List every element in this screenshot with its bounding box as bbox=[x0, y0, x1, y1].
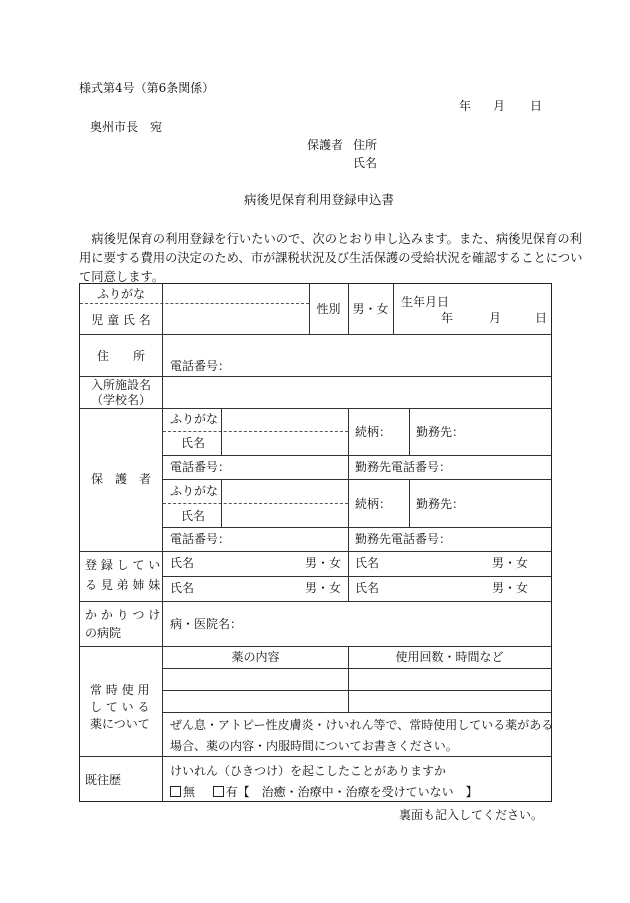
siblings-label-line2: る 見 弟 姉 妹 bbox=[85, 578, 161, 592]
intro-paragraph bbox=[79, 230, 583, 287]
guardian1-workplace-label: 勤務先： bbox=[416, 425, 465, 439]
page-title: 病後児保育利用登録申込書 bbox=[244, 192, 395, 207]
furigana-label: ふりがな bbox=[96, 287, 145, 301]
checkbox-yes[interactable] bbox=[213, 786, 224, 797]
sibling2-gender[interactable]: 男・女 bbox=[492, 556, 529, 570]
registration-form-table bbox=[79, 283, 552, 802]
history-question: けいれん（ひきつけ）を起こしたことがありますか bbox=[170, 764, 447, 778]
guardian2-relation-label: 続柄： bbox=[355, 497, 392, 511]
guardian1-relation-label: 続柄： bbox=[355, 425, 392, 439]
intro-line-2: 用に要する費用の決定のため、市が課税状況及び生活保護の受給状況を確認することについ bbox=[79, 251, 583, 265]
hospital-label-line1: か か り つ け bbox=[85, 608, 161, 622]
guardian-section-label: 保 護 者 bbox=[90, 472, 151, 486]
school-label: （学校名） bbox=[90, 393, 151, 407]
guardian1-name-label: 氏名 bbox=[181, 436, 206, 450]
medicine-label-line1: 常 時 使 用 bbox=[90, 683, 150, 697]
sibling2-name-label: 氏名 bbox=[355, 556, 380, 570]
date-year: 年 bbox=[459, 99, 472, 113]
hospital-name-label: 病・医院名： bbox=[170, 617, 243, 631]
guardian1-phone-label: 電話番号： bbox=[170, 460, 231, 474]
addressee: 奥州市長 宛 bbox=[90, 120, 163, 134]
date-month: 月 bbox=[493, 99, 506, 113]
guardian2-work-phone-label: 勤務先電話番号： bbox=[355, 532, 452, 546]
facility-label: 入所施設名 bbox=[90, 378, 151, 392]
option-none-label: 無 bbox=[183, 785, 196, 799]
address-label: 住 所 bbox=[96, 349, 145, 363]
intro-line-3: て同意します。 bbox=[79, 270, 165, 284]
birth-year: 年 bbox=[441, 311, 454, 325]
child-phone-label: 電話番号： bbox=[170, 359, 231, 373]
birth-month: 月 bbox=[489, 311, 502, 325]
medicine-label-line2: し て い る bbox=[90, 700, 150, 714]
date-day: 日 bbox=[530, 99, 543, 113]
medicine-usage-header: 使用回数・時間など bbox=[395, 650, 504, 664]
guardian1-work-phone-label: 勤務先電話番号： bbox=[355, 460, 452, 474]
sibling1-gender[interactable]: 男・女 bbox=[305, 556, 342, 570]
intro-line-1: 病後児保育の利用登録を行いたいので、次のとおり申し込みます。また、病後児保育の利 bbox=[79, 232, 582, 246]
birth-date-label: 生年月日 bbox=[401, 295, 450, 309]
medicine-label-line3: 薬について bbox=[90, 717, 150, 731]
medicine-content-header: 薬の内容 bbox=[231, 650, 280, 664]
guardian1-furigana-label: ふりがな bbox=[170, 412, 219, 426]
history-label: 既往歴 bbox=[85, 773, 122, 787]
form-number: 様式第4号（第6条関係） bbox=[79, 81, 215, 95]
sibling3-gender[interactable]: 男・女 bbox=[305, 581, 342, 595]
birth-day: 日 bbox=[535, 311, 548, 325]
child-name-label: 児 童 氏 名 bbox=[91, 313, 151, 327]
guardian-address-label: 住所 bbox=[353, 138, 378, 152]
guardian-name-label: 氏名 bbox=[353, 156, 378, 170]
sibling4-gender[interactable]: 男・女 bbox=[492, 581, 529, 595]
guardian2-name-label: 氏名 bbox=[181, 509, 206, 523]
child-gender-options[interactable]: 男・女 bbox=[352, 302, 389, 316]
guardian2-workplace-label: 勤務先： bbox=[416, 497, 465, 511]
footer-note: 裏面も記入してください。 bbox=[399, 808, 544, 822]
guardian-label: 保護者 bbox=[307, 138, 344, 152]
guardian2-phone-label: 電話番号： bbox=[170, 532, 231, 546]
option-yes-label: 有【 治癒・治療中・治療を受けていない 】 bbox=[225, 785, 478, 799]
history-options bbox=[170, 786, 478, 798]
medicine-note-line2: 場合、薬の内容・内服時間についてお書きください。 bbox=[170, 739, 458, 753]
gender-label: 性別 bbox=[316, 302, 341, 316]
guardian2-furigana-label: ふりがな bbox=[170, 484, 219, 498]
sibling4-name-label: 氏名 bbox=[355, 581, 380, 595]
siblings-label-line1: 登 録 し て い bbox=[85, 558, 161, 572]
sibling1-name-label: 氏名 bbox=[170, 556, 195, 570]
sibling3-name-label: 氏名 bbox=[170, 581, 195, 595]
medicine-note-line1: ぜん息・アトピー性皮膚炎・けいれん等で、常時使用している薬がある bbox=[170, 718, 554, 732]
hospital-label-line2: の病院 bbox=[85, 626, 122, 640]
checkbox-none[interactable] bbox=[170, 786, 181, 797]
